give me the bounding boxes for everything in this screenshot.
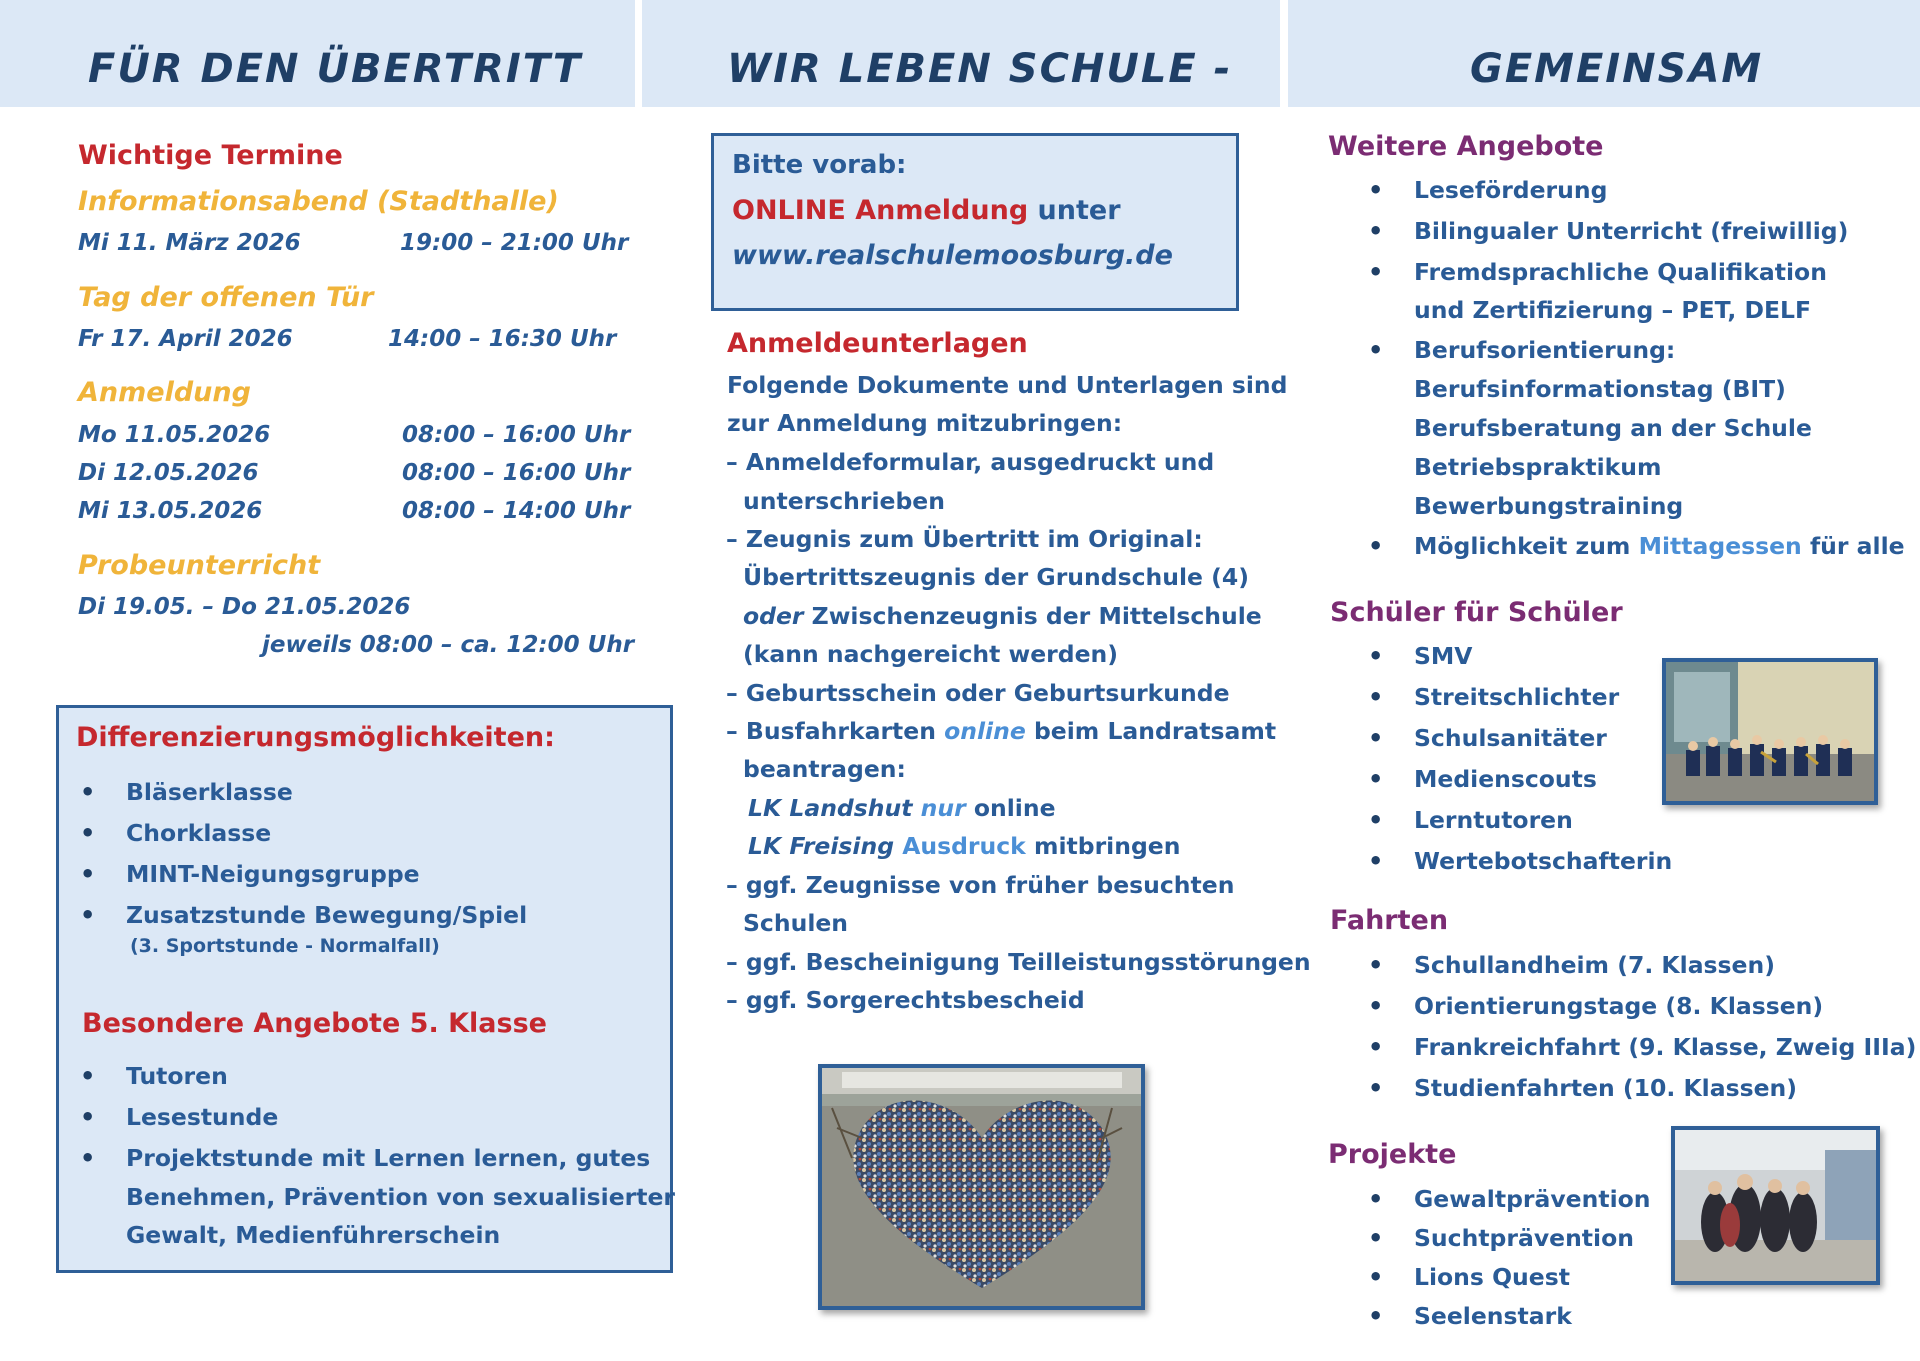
school-url[interactable]: www.realschulemoosburg.de [732, 240, 1173, 271]
list-item: • Berufsorientierung: [1352, 336, 1675, 364]
tag-title: Tag der offenen Tür [78, 282, 374, 313]
doc-6: – ggf. Bescheinigung Teilleistungsstörungen [726, 948, 1311, 976]
besondere-cont-1: Benehmen, Prävention von sexualisierter [126, 1183, 676, 1211]
list-item: • MINT-Neigungsgruppe [64, 860, 527, 901]
doc-4b: beantragen: [743, 755, 906, 783]
tag-time: 14:00 – 16:30 Uhr [388, 326, 617, 352]
doc-1b: unterschrieben [743, 487, 945, 515]
anm-date-2: Di 12.05.2026 [78, 460, 259, 486]
schueler-list [1352, 642, 1672, 888]
list-item: • Medienscouts [1352, 765, 1672, 806]
beruf-sub-4: Bewerbungstraining [1414, 492, 1684, 520]
projekte-list [1352, 1185, 1651, 1341]
band-photo [1662, 658, 1878, 805]
vorab-label: Bitte vorab: [732, 150, 907, 180]
diff-note: (3. Sportstunde - Normalfall) [130, 935, 440, 957]
band-photo-image [1666, 662, 1874, 801]
anm-time-3: 08:00 – 14:00 Uhr [402, 498, 631, 524]
header-title-2: WIR LEBEN SCHULE - [727, 46, 1233, 92]
doc-2a: – Zeugnis zum Übertritt im Original: [726, 525, 1203, 553]
doc-4a [726, 717, 1276, 745]
anm-date-1: Mo 11.05.2026 [78, 422, 271, 448]
group-photo [1671, 1126, 1880, 1285]
doc-5b: Schulen [743, 909, 849, 937]
termine-title: Wichtige Termine [78, 140, 343, 171]
group-photo-image [1675, 1130, 1876, 1281]
list-item: • Suchtprävention [1352, 1224, 1651, 1263]
list-item: • Bläserklasse [64, 778, 527, 819]
list-item: • Studienfahrten (10. Klassen) [1352, 1074, 1916, 1115]
besondere-list [64, 1062, 650, 1182]
nur-word: nur [920, 794, 966, 822]
header-title-3: GEMEINSAM [1470, 46, 1764, 92]
doc-4a-rest: beim Landratsamt [1025, 717, 1277, 745]
intro-2: zur Anmeldung mitzubringen: [727, 409, 1123, 437]
header-title-1: FÜR DEN ÜBERTRITT [88, 46, 583, 92]
list-item: • Zusatzstunde Bewegung/Spiel [64, 901, 527, 934]
heart-photo [818, 1064, 1145, 1310]
weitere-title: Weitere Angebote [1328, 131, 1604, 162]
list-item: • Projektstunde mit Lernen lernen, gutes [64, 1144, 650, 1182]
anm-time-2: 08:00 – 16:00 Uhr [402, 460, 631, 486]
list-item: • Leseförderung [1352, 176, 1848, 217]
diff-list [64, 778, 527, 934]
beruf-sub-1: Berufsinformationstag (BIT) [1414, 375, 1786, 403]
probe-date: Di 19.05. – Do 21.05.2026 [78, 594, 411, 620]
intro-1: Folgende Dokumente und Unterlagen sind [727, 371, 1288, 399]
lk-freising-rest: mitbringen [1025, 832, 1181, 860]
lk-landshut-rest: online [965, 794, 1056, 822]
list-item: • Bilingualer Unterricht (freiwillig) [1352, 217, 1848, 258]
doc-2c-rest: Zwischenzeugnis der Mittelschule [803, 602, 1262, 630]
online-word: online [944, 717, 1026, 745]
list-item: • Schulsanitäter [1352, 724, 1672, 765]
doc-1a: – Anmeldeformular, ausgedruckt und [726, 448, 1215, 476]
beruf-sub-3: Betriebspraktikum [1414, 453, 1662, 481]
mittag-list [1352, 532, 1905, 560]
fahrten-list [1352, 951, 1916, 1115]
doc-2d: (kann nachgereicht werden) [743, 640, 1119, 668]
doc-4a-text: – Busfahrkarten [726, 717, 945, 745]
list-item: • Frankreichfahrt (9. Klasse, Zweig IIIa) [1352, 1033, 1916, 1074]
anm-time-1: 08:00 – 16:00 Uhr [402, 422, 631, 448]
list-item: • Gewaltprävention [1352, 1185, 1651, 1224]
doc-3: – Geburtsschein oder Geburtsurkunde [726, 679, 1230, 707]
mittag-a: Möglichkeit zum [1414, 532, 1639, 560]
list-item: • Lerntutoren [1352, 806, 1672, 847]
list-item [1352, 532, 1905, 560]
list-item: • Streitschlichter [1352, 683, 1672, 724]
list-item: • Wertebotschafterin [1352, 847, 1672, 888]
list-item: • Chorklasse [64, 819, 527, 860]
doc-2b: Übertrittszeugnis der Grundschule (4) [743, 563, 1249, 591]
mittag-b: Mittagessen [1638, 532, 1802, 560]
doc-2c [743, 602, 1262, 630]
heart-photo-image [822, 1068, 1141, 1306]
list-item: • Lesestunde [64, 1103, 650, 1144]
info-time: 19:00 – 21:00 Uhr [400, 230, 629, 256]
weitere-cont: und Zertifizierung – PET, DELF [1414, 296, 1812, 324]
oder-word: oder [743, 602, 804, 630]
ausdruck-word: Ausdruck [902, 832, 1026, 860]
lk-freising-label: LK Freising [748, 832, 903, 860]
tag-date: Fr 17. April 2026 [78, 326, 293, 352]
doc-5a: – ggf. Zeugnisse von früher besuchten [726, 871, 1235, 899]
info-date: Mi 11. März 2026 [78, 230, 301, 256]
doc-7: – ggf. Sorgerechtsbescheid [726, 986, 1085, 1014]
online-unter: unter [1028, 195, 1121, 226]
lk-freising [748, 832, 1180, 860]
weitere-list [1352, 176, 1848, 296]
online-red: ONLINE Anmeldung [732, 195, 1029, 226]
list-item: • Seelenstark [1352, 1302, 1651, 1341]
online-line [732, 195, 1121, 226]
list-item: • SMV [1352, 642, 1672, 683]
besondere-cont-2: Gewalt, Medienführerschein [126, 1221, 501, 1249]
besondere-title: Besondere Angebote 5. Klasse [82, 1008, 547, 1039]
list-item: • Tutoren [64, 1062, 650, 1103]
diff-title: Differenzierungsmöglichkeiten: [76, 722, 555, 753]
probe-time: jeweils 08:00 – ca. 12:00 Uhr [262, 632, 635, 658]
beruf-list [1352, 336, 1675, 364]
fahrten-title: Fahrten [1330, 905, 1449, 936]
anm-date-3: Mi 13.05.2026 [78, 498, 263, 524]
info-title: Informationsabend (Stadthalle) [78, 186, 559, 217]
mittag-c: für alle [1801, 532, 1905, 560]
list-item: • Schullandheim (7. Klassen) [1352, 951, 1916, 992]
anmeldung-title: Anmeldung [78, 377, 251, 408]
lk-landshut-label: LK Landshut [748, 794, 921, 822]
beruf-sub-2: Berufsberatung an der Schule [1414, 414, 1812, 442]
lk-landshut [748, 794, 1056, 822]
schueler-title: Schüler für Schüler [1330, 597, 1623, 628]
projekte-title: Projekte [1328, 1139, 1457, 1170]
list-item: • Orientierungstage (8. Klassen) [1352, 992, 1916, 1033]
list-item: • Lions Quest [1352, 1263, 1651, 1302]
list-item: • Fremdsprachliche Qualifikation [1352, 258, 1848, 296]
unterlagen-title: Anmeldeunterlagen [727, 328, 1028, 359]
probe-title: Probeunterricht [78, 550, 321, 581]
